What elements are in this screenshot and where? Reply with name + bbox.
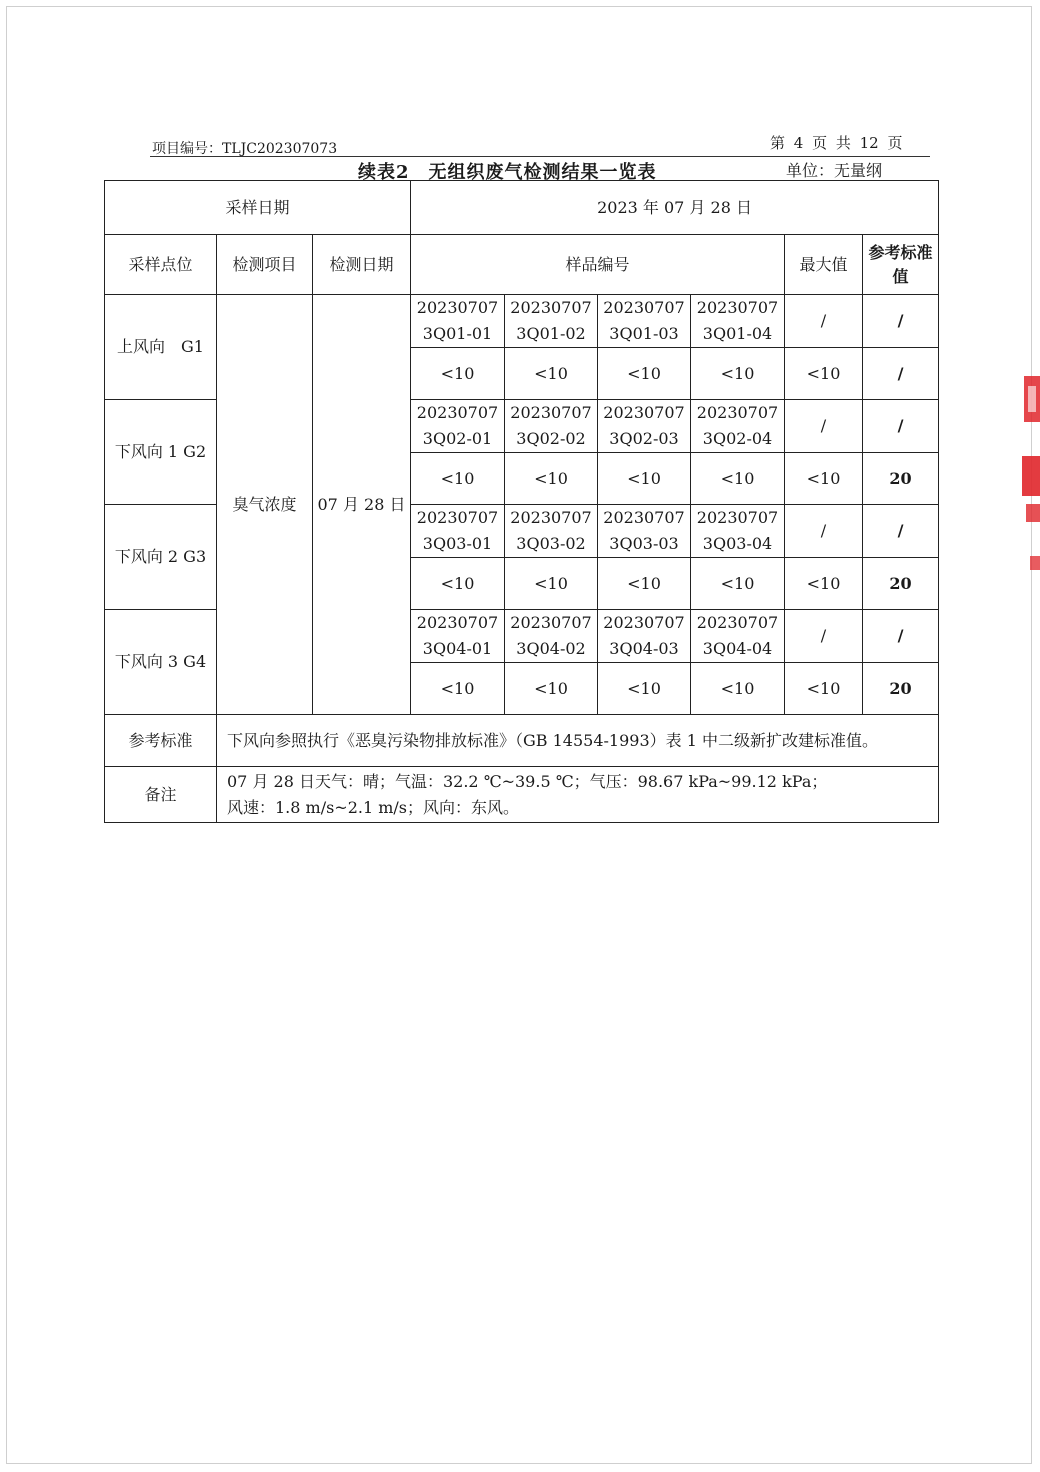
sample-id-code: 3Q01-03	[609, 324, 679, 343]
sample-id-cell	[691, 505, 785, 558]
unit-label: 单位：无量纲	[786, 161, 883, 180]
id-standard-cell: /	[863, 400, 939, 453]
header-divider	[150, 156, 930, 157]
project-number: 项目编号：TLJC202307073	[152, 141, 338, 157]
sample-id-code: 3Q01-04	[702, 324, 773, 343]
sample-id-cell	[505, 400, 598, 453]
sample-id-cell	[691, 295, 785, 348]
sample-id-cell	[598, 610, 691, 663]
sample-id-date: 20230707	[510, 298, 592, 317]
sample-id-cell	[691, 400, 785, 453]
value-cell: <10	[411, 558, 505, 610]
max-value-cell: <10	[785, 453, 863, 505]
sample-id-cell	[411, 400, 505, 453]
col-header-sample-no: 样品编号	[411, 235, 785, 295]
value-cell: <10	[598, 453, 691, 505]
col-header-max: 最大值	[785, 235, 863, 295]
value-cell: <10	[691, 663, 785, 715]
site-cell: 下风向 1 G2	[105, 400, 217, 505]
sample-id-code: 3Q02-01	[422, 429, 493, 448]
col-header-date: 检测日期	[313, 235, 411, 295]
id-max-cell: /	[785, 610, 863, 663]
remarks-label: 备注	[105, 767, 217, 823]
sample-id-code: 3Q02-04	[702, 429, 773, 448]
sampling-date-label: 采样日期	[105, 181, 411, 235]
sample-id-cell	[411, 610, 505, 663]
sample-id-cell	[691, 610, 785, 663]
value-cell: <10	[691, 348, 785, 400]
sample-id-cell	[411, 295, 505, 348]
sample-id-code: 3Q04-04	[702, 639, 773, 658]
sample-id-date: 20230707	[603, 508, 685, 527]
sample-id-code: 3Q03-04	[702, 534, 773, 553]
sample-id-date: 20230707	[510, 508, 592, 527]
standard-value-cell: 20	[863, 453, 939, 505]
sample-id-date: 20230707	[696, 508, 779, 527]
value-cell: <10	[505, 348, 598, 400]
col-header-site: 采样点位	[105, 235, 217, 295]
sample-id-date: 20230707	[510, 613, 592, 632]
value-cell: <10	[691, 558, 785, 610]
sampling-date-value: 2023 年 07 月 28 日	[411, 181, 939, 235]
value-cell: <10	[411, 348, 505, 400]
value-cell: <10	[598, 663, 691, 715]
sample-id-code: 3Q02-03	[609, 429, 679, 448]
sample-id-code: 3Q04-02	[516, 639, 586, 658]
sample-id-code: 3Q04-03	[609, 639, 679, 658]
results-table	[104, 180, 939, 823]
sample-id-cell	[598, 295, 691, 348]
remarks-line-1: 07 月 28 日天气：晴；气温：32.2 ℃~39.5 ℃；气压：98.67 kPa~99.12 kPa；	[227, 771, 828, 791]
reference-label: 参考标准	[105, 715, 217, 767]
value-cell: <10	[505, 453, 598, 505]
sample-id-date: 20230707	[416, 508, 499, 527]
page-number: 第 4 页 共 12 页	[770, 134, 903, 152]
sample-id-cell	[505, 295, 598, 348]
id-standard-cell: /	[863, 610, 939, 663]
date-cell: 07 月 28 日	[313, 295, 411, 715]
sample-id-date: 20230707	[603, 403, 685, 422]
sample-id-date: 20230707	[696, 403, 779, 422]
standard-value-cell: /	[863, 348, 939, 400]
value-cell: <10	[691, 453, 785, 505]
value-cell: <10	[598, 558, 691, 610]
id-max-cell: /	[785, 295, 863, 348]
value-cell: <10	[598, 348, 691, 400]
id-standard-cell: /	[863, 295, 939, 348]
col-header-standard: 参考标准值	[863, 235, 939, 295]
sample-id-code: 3Q04-01	[422, 639, 493, 658]
table-title: 续表2 无组织废气检测结果一览表	[358, 162, 657, 183]
sample-id-cell	[598, 400, 691, 453]
sample-id-date: 20230707	[416, 613, 499, 632]
max-value-cell: <10	[785, 348, 863, 400]
site-cell: 下风向 3 G4	[105, 610, 217, 715]
sample-id-cell	[505, 505, 598, 558]
sample-id-code: 3Q03-03	[609, 534, 679, 553]
sample-id-code: 3Q03-01	[422, 534, 493, 553]
id-standard-cell: /	[863, 505, 939, 558]
sample-id-code: 3Q01-02	[516, 324, 586, 343]
reference-text: 下风向参照执行《恶臭污染物排放标准》（GB 14554-1993）表 1 中二级新扩改建标准值。	[217, 715, 939, 767]
site-cell: 下风向 2 G3	[105, 505, 217, 610]
value-cell: <10	[505, 558, 598, 610]
sample-id-date: 20230707	[510, 403, 592, 422]
seal-stamp-icon	[1018, 376, 1040, 576]
standard-value-cell: 20	[863, 558, 939, 610]
item-cell: 臭气浓度	[217, 295, 313, 715]
sample-id-date: 20230707	[416, 403, 499, 422]
sample-id-code: 3Q02-02	[516, 429, 586, 448]
id-max-cell: /	[785, 505, 863, 558]
site-cell: 上风向 G1	[105, 295, 217, 400]
sample-id-code: 3Q01-01	[422, 324, 493, 343]
standard-value-cell: 20	[863, 663, 939, 715]
sample-id-date: 20230707	[416, 298, 499, 317]
col-header-item: 检测项目	[217, 235, 313, 295]
value-cell: <10	[411, 663, 505, 715]
remarks-line-2: 风速：1.8 m/s~2.1 m/s；风向：东风。	[227, 797, 520, 817]
sample-id-cell	[411, 505, 505, 558]
max-value-cell: <10	[785, 558, 863, 610]
id-max-cell: /	[785, 400, 863, 453]
sample-id-code: 3Q03-02	[516, 534, 586, 553]
sample-id-date: 20230707	[696, 298, 779, 317]
value-cell: <10	[411, 453, 505, 505]
value-cell: <10	[505, 663, 598, 715]
sample-id-cell	[598, 505, 691, 558]
sample-id-date: 20230707	[603, 613, 685, 632]
max-value-cell: <10	[785, 663, 863, 715]
sample-id-date: 20230707	[696, 613, 779, 632]
remarks-text	[217, 767, 939, 823]
sample-id-date: 20230707	[603, 298, 685, 317]
sample-id-cell	[505, 610, 598, 663]
